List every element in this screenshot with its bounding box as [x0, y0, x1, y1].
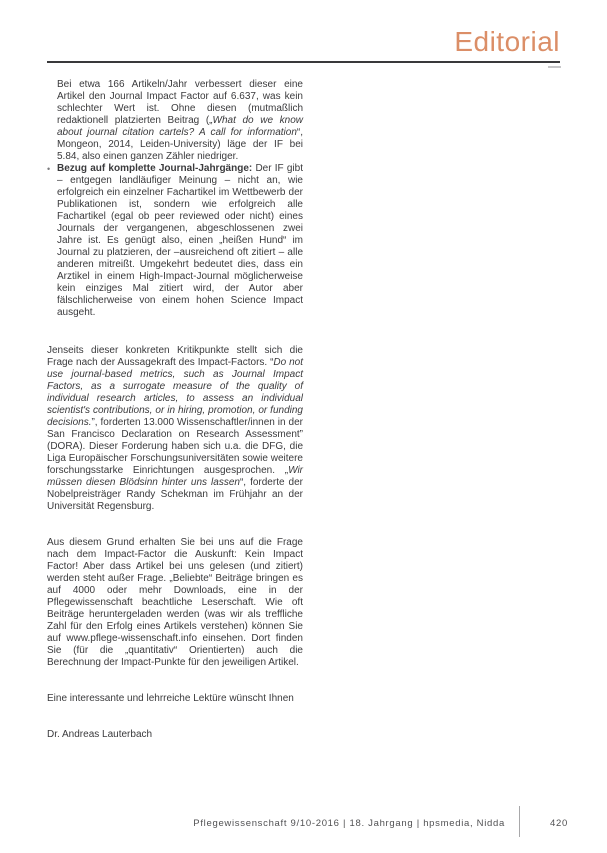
article-column: [47, 79, 303, 741]
closing-line: Eine interessante und lehrreiche Lektüre wünscht Ihnen: [47, 693, 294, 704]
paragraph-dora: Jenseits dieser konkreten Kritikpunkte stellt sich die Frage nach der Aussagekraft des Impact-Factors. “Do not use journal-based metrics, such as Journal Impact Factors, as a surrogate measure of the quality of individual research articles, to assess an individual scientist's contributions, or in hiring, promotion, or funding decisions.”, forderten 13.000 Wissenschaftler/innen in der San Francisco Declaration on Research Assessment” (DORA). Dieser Forderung haben sich u.a. die DFG, die Liga Europäischer Forschungsuniversitäten sowie weitere forschungsstarke Einrichtungen ausgesprochen. „Wir müssen diesen Blödsinn hinter uns lassen“, forderte der Nobelpreisträger Randy Schekman im Frühjahr an der Universität Regensburg.: [47, 345, 303, 512]
signature: Dr. Andreas Lauterbach: [47, 729, 153, 740]
footer-journal-info: Pflegewissenschaft 9/10-2016 | 18. Jahrgang | hpsmedia, Nidda: [193, 818, 505, 829]
header-rule-end-mark: [548, 66, 561, 68]
paragraph-downloads: Aus diesem Grund erhalten Sie bei uns auf die Frage nach dem Impact-Factor die Auskunft: Kein Impact Factor! Aber dass Artikel bei uns gelesen (und zitiert) werden steht außer Frage. „Beliebte“ Beiträge bringen es auf 4000 oder mehr Downloads, eine in der Pflegewissenschaft beachtliche Leserschaft. Wie oft Beiträge heruntergeladen werden (was wir als treffliche Zahl für den Erfolg eines Artikels verstehen) können Sie auf www.pflege-wissenschaft.info einsehen. Dort finden Sie (für die „quantitativ“ Orientierten) auch die Berechnung der Impact-Punkte für den jeweiligen Artikel.: [47, 537, 303, 668]
bullet-icon: •: [47, 164, 51, 174]
header-rule: [47, 61, 560, 63]
footer-divider: [519, 806, 520, 837]
bullet-item-text: Bezug auf komplette Journal-Jahrgänge: Der IF gibt – entgegen landläufiger Meinung – nicht an, wie erfolgreich ein einzelner Fachartikel im Wettbewerb der Publikationen ist, sondern wie erfolgreich alle Fachartikel (egal ob peer reviewed oder nicht) eines Journals der vergangenen, abgeschlossenen zwei Jahre ist. Es genügt also, einen „heißen Hund“ im Journal zu platzieren, der –ausreichend oft zitiert – alle anderen mitreißt. Umgekehrt bedeutet dies, dass ein Arztikel in einem High-Impact-Journal möglicherweise kein einziges Mal zitiert wird, der Autor aber fälschlicherweise von einem hohen Science Impact ausgeht.: [57, 163, 303, 318]
bullet-item-journal-jahrgaenge: [47, 163, 303, 319]
footer-page-number: 420: [550, 818, 568, 829]
page-title: Editorial: [454, 26, 560, 57]
paragraph-impact-factor-continued: Bei etwa 166 Artikeln/Jahr verbessert dieser eine Artikel den Journal Impact Factor auf 6.637, was kein schlechter Wert ist. Ohne diesen (mutmaßlich redaktionell platzierten Beitrag („What do we know about journal citation cartels? A call for information“, Mongeon, 2014, Leiden-University) läge der IF bei 5.84, also einen ganzen Zähler niedriger.: [57, 79, 303, 162]
